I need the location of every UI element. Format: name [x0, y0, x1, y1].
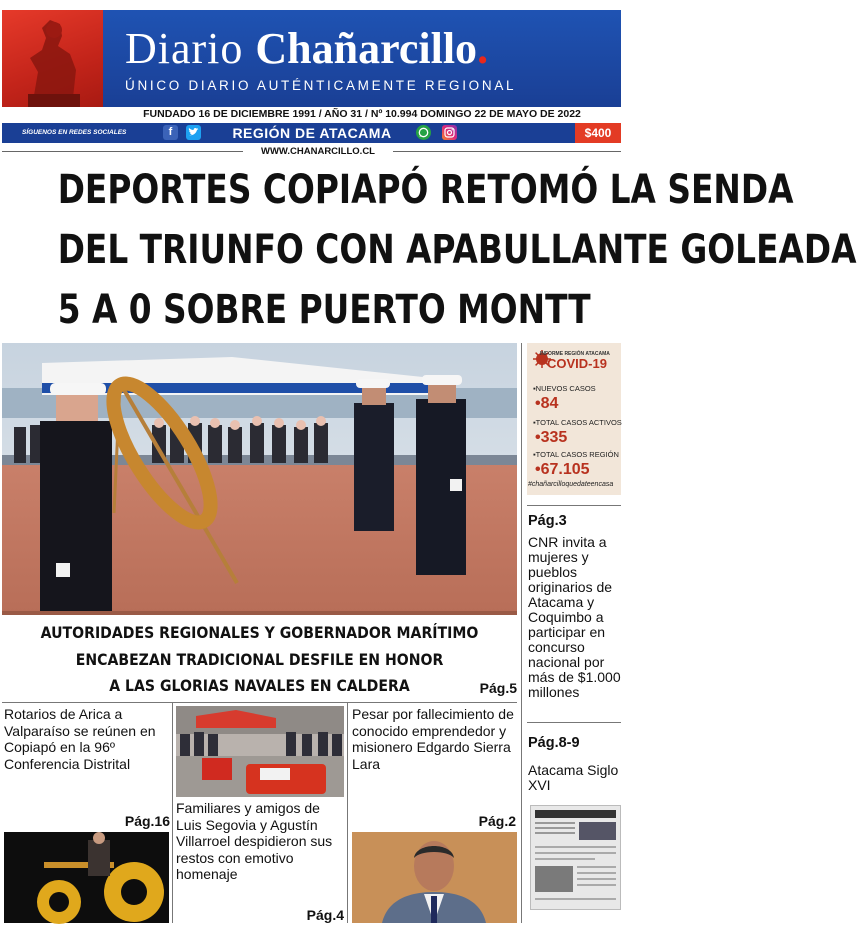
column-divider	[172, 702, 173, 923]
caption-line-3: A LAS GLORIAS NAVALES EN CALDERA	[109, 676, 410, 695]
facebook-icon[interactable]: f	[163, 125, 178, 140]
rotary-story-page[interactable]: Pág.16	[124, 813, 170, 829]
caption-line-2: ENCABEZAN TRADICIONAL DESFILE EN HONOR	[75, 649, 444, 669]
rotary-photo	[4, 832, 169, 923]
region-cases-value: •67.105	[535, 461, 590, 478]
main-story-caption[interactable]	[33, 620, 486, 700]
side-story-2-page[interactable]: Pág.8-9	[528, 735, 580, 751]
new-cases-label: ▪NUEVOS CASOS	[533, 384, 596, 393]
price-badge: $400	[575, 123, 621, 143]
atacama-supplement-thumbnail[interactable]	[530, 805, 621, 910]
side-story-1-text[interactable]: CNR invita a mujeres y pueblos originarios de Atacama y Coquimbo a participar en concurso nacional por más de $1.000 millones	[528, 534, 621, 700]
edgardo-sierra-portrait	[352, 832, 517, 923]
obituary-story-text[interactable]: Pesar por fallecimiento de conocido emprendedor y misionero Edgardo Sierra Lara	[352, 706, 514, 772]
social-label: SÍGUENOS EN REDES SOCIALES	[22, 129, 127, 136]
headline-line-1: DEPORTES COPIAPÓ RETOMÓ LA SENDA	[57, 167, 794, 213]
obituary-story-page[interactable]: Pág.2	[478, 813, 516, 829]
covid-hashtag: #chañarcilloquedateencasa	[528, 481, 614, 488]
divider	[527, 722, 621, 723]
side-story-2-text[interactable]: Atacama Siglo XVI	[528, 762, 619, 793]
column-divider	[347, 702, 348, 923]
side-story-1-page[interactable]: Pág.3	[528, 513, 567, 529]
funeral-photo	[176, 706, 344, 797]
headline-line-2: DEL TRIUNFO CON APABULLANTE GOLEADA	[57, 227, 857, 273]
headline-line-3: 5 A 0 SOBRE PUERTO MONTT	[57, 287, 591, 333]
main-story-page[interactable]: Pág.5	[479, 680, 517, 696]
funeral-story-page[interactable]: Pág.4	[306, 907, 344, 923]
region-cases-label: ▪TOTAL CASOS REGIÓN	[533, 450, 619, 459]
column-divider	[521, 343, 522, 923]
twitter-icon[interactable]	[186, 125, 201, 140]
covid-subtitle: INFORME REGIÓN ATACAMA	[540, 351, 610, 357]
region-label: REGIÓN DE ATACAMA	[232, 125, 392, 141]
issue-info: FUNDADO 16 DE DICIEMBRE 1991 / AÑO 31 / Nº 10.994 DOMINGO 22 DE MAYO DE 2022	[143, 108, 581, 120]
active-cases-label: ▪TOTAL CASOS ACTIVOS	[533, 418, 622, 427]
covid-title: COVID-19	[547, 356, 607, 371]
newspaper-tagline: ÚNICO DIARIO AUTÉNTICAMENTE REGIONAL	[125, 78, 517, 93]
navy-ceremony-photo	[2, 343, 517, 615]
newspaper-title: Diario Chañarcillo.	[125, 24, 489, 73]
rotary-story-text[interactable]: Rotarios de Arica a Valparaíso se reúnen en Copiapó en la 96º Conferencia Distrital	[4, 706, 156, 772]
divider	[2, 702, 517, 703]
masthead-statue-image	[2, 10, 103, 107]
funeral-story-text[interactable]: Familiares y amigos de Luis Segovia y Agustín Villarroel despidieron sus restos con emotivo homenaje	[176, 800, 333, 882]
instagram-icon[interactable]	[442, 125, 457, 140]
main-headline	[57, 160, 857, 342]
whatsapp-icon[interactable]	[416, 125, 431, 140]
website-link[interactable]: WWW.CHANARCILLO.CL	[243, 145, 393, 158]
divider	[527, 505, 621, 506]
active-cases-value: •335	[535, 429, 568, 446]
caption-line-1: AUTORIDADES REGIONALES Y GOBERNADOR MARÍTIMO	[40, 623, 479, 642]
new-cases-value: •84	[535, 395, 559, 412]
